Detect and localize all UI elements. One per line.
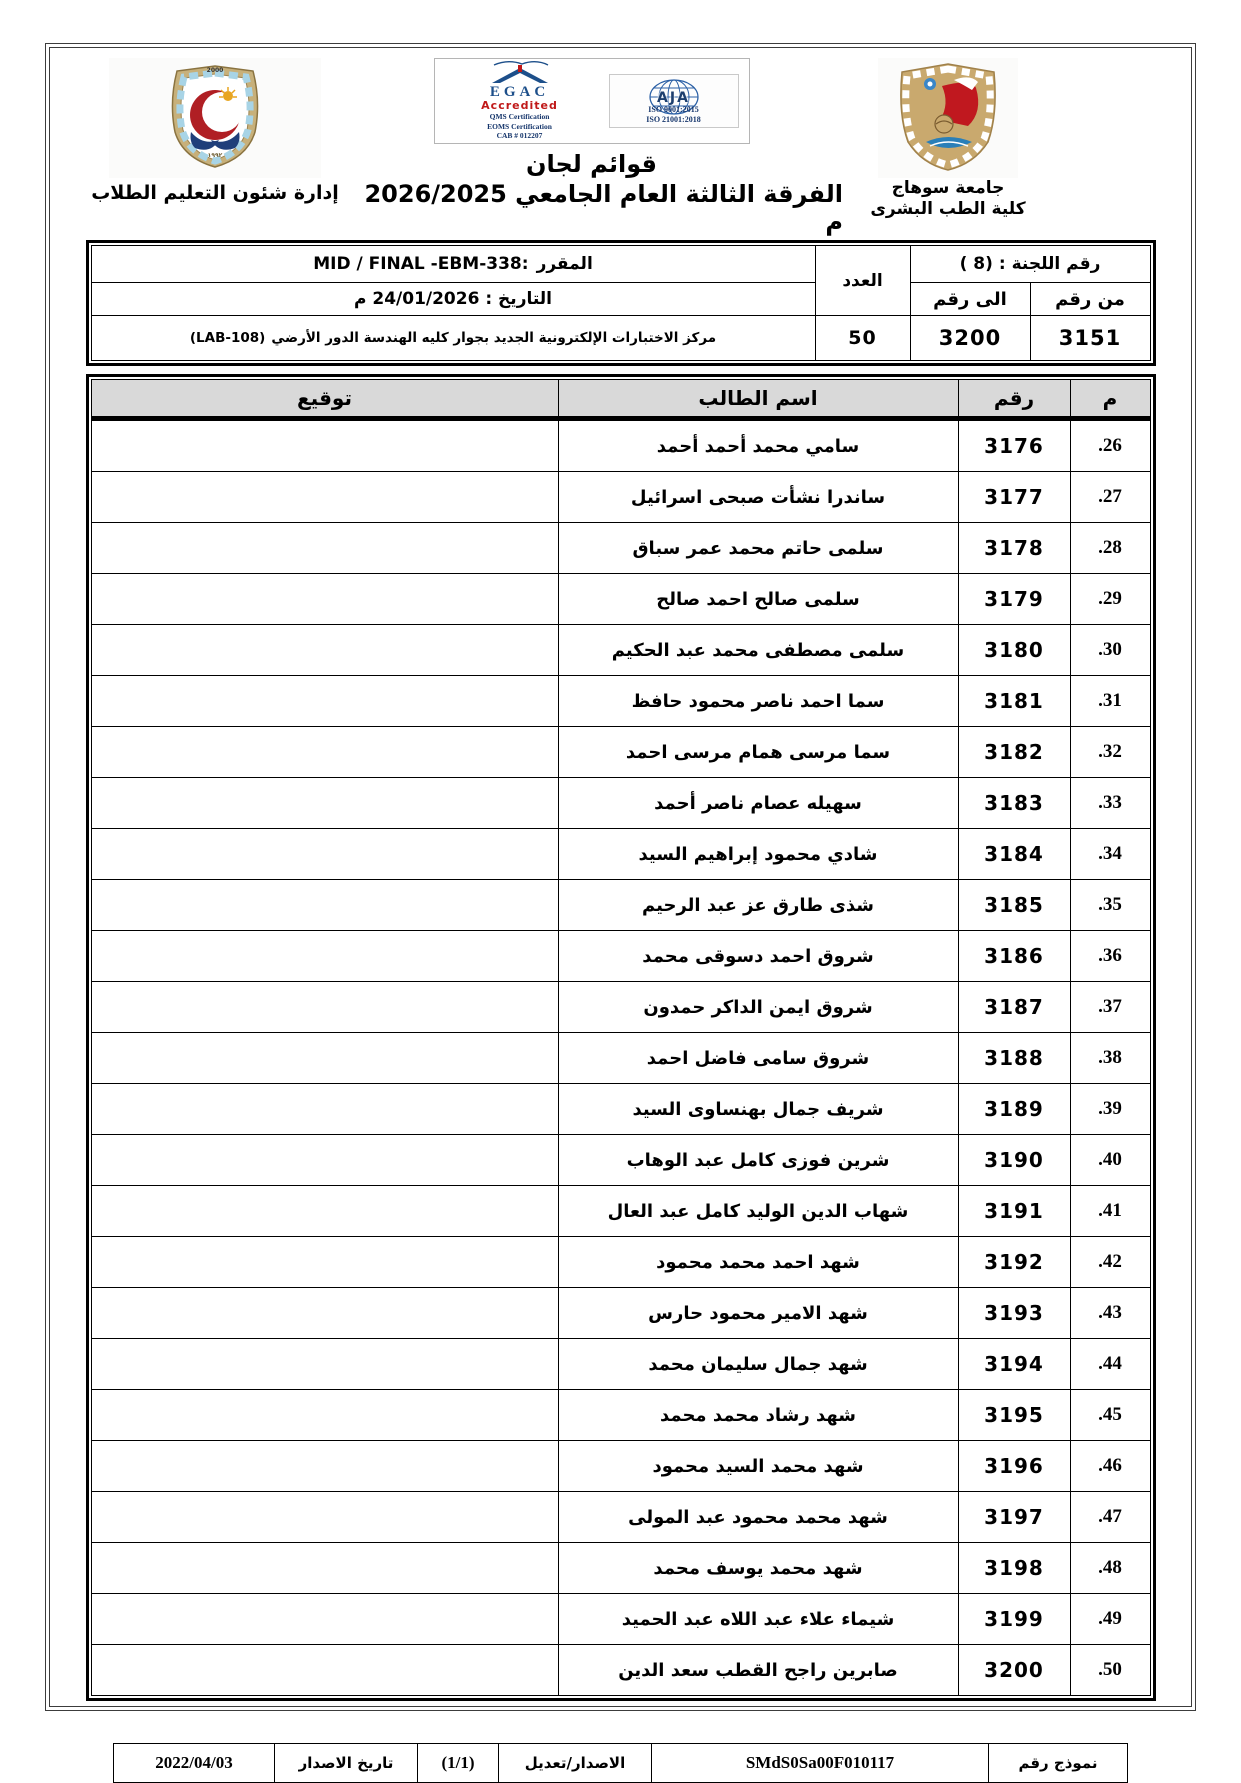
row-signature-cell — [91, 829, 558, 880]
student-table-body — [91, 419, 1150, 1696]
row-index-cell: .38 — [1070, 1033, 1150, 1084]
row-index-cell: .47 — [1070, 1492, 1150, 1543]
table-row — [91, 676, 1150, 727]
row-signature-cell — [91, 523, 558, 574]
row-number-cell: 3184 — [958, 829, 1070, 880]
row-name-cell: شيماء علاء عبد اللاه عبد الحميد — [558, 1594, 958, 1645]
egac-cert-line: CAB # 012207 — [496, 131, 543, 141]
col-header-number: رقم — [958, 380, 1070, 419]
row-number-cell: 3200 — [958, 1645, 1070, 1696]
row-number-cell: 3198 — [958, 1543, 1070, 1594]
row-name-cell: شروق ايمن الداكر حمدون — [558, 982, 958, 1033]
table-row — [91, 472, 1150, 523]
row-index-cell: .39 — [1070, 1084, 1150, 1135]
table-row — [91, 1186, 1150, 1237]
row-index-cell: .31 — [1070, 676, 1150, 727]
row-index-cell: .33 — [1070, 778, 1150, 829]
row-number-cell: 3193 — [958, 1288, 1070, 1339]
row-index-cell: .27 — [1070, 472, 1150, 523]
row-signature-cell — [91, 1135, 558, 1186]
row-signature-cell — [91, 1186, 558, 1237]
row-name-cell: شريف جمال بهنساوى السيد — [558, 1084, 958, 1135]
table-row — [91, 727, 1150, 778]
row-number-cell: 3183 — [958, 778, 1070, 829]
egac-logo — [445, 61, 595, 140]
row-index-cell: .44 — [1070, 1339, 1150, 1390]
university-name: جامعة سوهاج — [891, 178, 1005, 198]
form-number-label: نموذج رقم — [989, 1744, 1128, 1783]
row-name-cell: شادي محمود إبراهيم السيد — [558, 829, 958, 880]
document-header — [50, 48, 1191, 236]
row-number-cell: 3195 — [958, 1390, 1070, 1441]
row-signature-cell — [91, 419, 558, 472]
row-index-cell: .43 — [1070, 1288, 1150, 1339]
row-name-cell: شهاب الدين الوليد كامل عبد العال — [558, 1186, 958, 1237]
table-row — [91, 1492, 1150, 1543]
row-index-cell: .46 — [1070, 1441, 1150, 1492]
to-number-value: 3200 — [910, 316, 1030, 361]
aja-name: AJA — [657, 89, 690, 106]
row-signature-cell — [91, 1594, 558, 1645]
version-value: (1/1) — [418, 1744, 499, 1783]
row-name-cell: ساندرا نشأت صبحى اسرائيل — [558, 472, 958, 523]
row-index-cell: .36 — [1070, 931, 1150, 982]
row-name-cell: شذى طارق عز عبد الرحيم — [558, 880, 958, 931]
student-affairs-label: إدارة شئون التعليم الطلاب — [91, 182, 339, 204]
table-row — [91, 1645, 1150, 1696]
col-header-name: اسم الطالب — [558, 380, 958, 419]
col-header-signature: توقيع — [91, 380, 558, 419]
exam-info-table-wrap — [86, 240, 1156, 366]
row-signature-cell — [91, 1237, 558, 1288]
row-number-cell: 3176 — [958, 419, 1070, 472]
aja-iso-line: ISO 21001:2018 — [646, 115, 701, 124]
row-index-cell: .34 — [1070, 829, 1150, 880]
row-name-cell: سلمى حاتم محمد عمر سباق — [558, 523, 958, 574]
certification-logos — [434, 58, 750, 144]
table-row — [91, 419, 1150, 472]
egac-roof-icon — [488, 61, 552, 85]
row-number-cell: 3189 — [958, 1084, 1070, 1135]
row-signature-cell — [91, 982, 558, 1033]
table-row — [91, 829, 1150, 880]
row-name-cell: شروق سامى فاضل احمد — [558, 1033, 958, 1084]
issue-date-value: 2022/04/03 — [114, 1744, 275, 1783]
row-name-cell: شهد جمال سليمان محمد — [558, 1339, 958, 1390]
row-signature-cell — [91, 1390, 558, 1441]
row-signature-cell — [91, 880, 558, 931]
row-number-cell: 3179 — [958, 574, 1070, 625]
table-row — [91, 982, 1150, 1033]
table-row — [91, 1033, 1150, 1084]
row-index-cell: .35 — [1070, 880, 1150, 931]
aja-logo — [609, 74, 739, 129]
course-cell — [91, 246, 815, 283]
col-header-index: م — [1070, 380, 1150, 419]
student-table — [91, 379, 1151, 1696]
row-name-cell: شهد الامير محمود حارس — [558, 1288, 958, 1339]
to-number-label: الى رقم — [910, 283, 1030, 316]
table-row — [91, 625, 1150, 676]
document-subtitle: الفرقة الثالثة العام الجامعي 2026/2025 م — [364, 180, 843, 236]
table-row — [91, 523, 1150, 574]
row-index-cell: .40 — [1070, 1135, 1150, 1186]
row-name-cell: سلمى مصطفى محمد عبد الحكيم — [558, 625, 958, 676]
aja-iso-line: ISO 9001:2015 — [648, 104, 699, 114]
row-signature-cell — [91, 676, 558, 727]
count-value: 50 — [815, 316, 910, 361]
table-row — [91, 778, 1150, 829]
row-signature-cell — [91, 1033, 558, 1084]
table-row — [91, 1594, 1150, 1645]
row-index-cell: .50 — [1070, 1645, 1150, 1696]
row-signature-cell — [91, 931, 558, 982]
table-row — [91, 931, 1150, 982]
table-row — [91, 880, 1150, 931]
row-number-cell: 3192 — [958, 1237, 1070, 1288]
row-number-cell: 3178 — [958, 523, 1070, 574]
row-number-cell: 3181 — [958, 676, 1070, 727]
row-name-cell: شهد رشاد محمد محمد — [558, 1390, 958, 1441]
faculty-logo-block — [90, 58, 340, 204]
faculty-of-medicine-logo-icon — [109, 58, 321, 178]
row-number-cell: 3185 — [958, 880, 1070, 931]
row-name-cell: شهد محمد يوسف محمد — [558, 1543, 958, 1594]
row-name-cell: شهد محمد السيد محمود — [558, 1441, 958, 1492]
faculty-name: كلية الطب البشرى — [870, 199, 1026, 220]
row-name-cell: سامي محمد أحمد أحمد — [558, 419, 958, 472]
table-row — [91, 574, 1150, 625]
row-number-cell: 3197 — [958, 1492, 1070, 1543]
table-row — [91, 1339, 1150, 1390]
row-signature-cell — [91, 778, 558, 829]
page-border-frame — [49, 47, 1192, 1772]
table-row — [91, 1084, 1150, 1135]
row-index-cell: .30 — [1070, 625, 1150, 676]
form-code: SMdS0Sa00F010117 — [652, 1744, 989, 1783]
row-number-cell: 3182 — [958, 727, 1070, 778]
svg-text:١٩٩٢: ١٩٩٢ — [207, 152, 223, 159]
row-name-cell: سهيله عصام ناصر أحمد — [558, 778, 958, 829]
row-number-cell: 3188 — [958, 1033, 1070, 1084]
row-name-cell: سما احمد ناصر محمود حافظ — [558, 676, 958, 727]
row-index-cell: .41 — [1070, 1186, 1150, 1237]
exam-location-cell — [91, 316, 815, 361]
row-number-cell: 3196 — [958, 1441, 1070, 1492]
row-number-cell: 3190 — [958, 1135, 1070, 1186]
row-signature-cell — [91, 1339, 558, 1390]
row-signature-cell — [91, 625, 558, 676]
row-number-cell: 3199 — [958, 1594, 1070, 1645]
row-name-cell: سما مرسى همام مرسى احمد — [558, 727, 958, 778]
version-label: الاصدار/تعديل — [499, 1744, 652, 1783]
committee-label: رقم اللجنة : — [998, 254, 1101, 274]
row-index-cell: .26 — [1070, 419, 1150, 472]
course-code: MID / FINAL -EBM-338: — [313, 254, 529, 274]
row-signature-cell — [91, 727, 558, 778]
from-number-label: من رقم — [1030, 283, 1150, 316]
university-logo-block — [843, 58, 1053, 221]
exam-info-table — [91, 245, 1151, 361]
committee-value: ( 8) — [959, 254, 993, 274]
row-index-cell: .42 — [1070, 1237, 1150, 1288]
row-index-cell: .48 — [1070, 1543, 1150, 1594]
row-number-cell: 3180 — [958, 625, 1070, 676]
count-header-cell: العدد — [815, 246, 910, 316]
egac-cert-line: QMS Certification — [489, 112, 550, 122]
row-name-cell: شرين فوزى كامل عبد الوهاب — [558, 1135, 958, 1186]
document-title: قوائم لجان — [526, 150, 657, 178]
row-name-cell: شهد احمد محمد محمود — [558, 1237, 958, 1288]
student-table-wrap — [86, 374, 1156, 1701]
row-signature-cell — [91, 1492, 558, 1543]
row-index-cell: .37 — [1070, 982, 1150, 1033]
table-row — [91, 1288, 1150, 1339]
row-name-cell: شروق احمد دسوقى محمد — [558, 931, 958, 982]
egac-cert-line: EOMS Certification — [487, 121, 552, 131]
row-number-cell: 3177 — [958, 472, 1070, 523]
svg-text:2000: 2000 — [206, 67, 224, 74]
row-index-cell: .32 — [1070, 727, 1150, 778]
location-lab-code: (LAB-108) — [189, 330, 266, 346]
row-signature-cell — [91, 1288, 558, 1339]
course-label: المقرر — [536, 254, 593, 274]
row-signature-cell — [91, 574, 558, 625]
row-number-cell: 3191 — [958, 1186, 1070, 1237]
row-name-cell: سلمى صالح احمد صالح — [558, 574, 958, 625]
table-row — [91, 1390, 1150, 1441]
egac-accredited-label: Accredited — [481, 99, 558, 113]
row-name-cell: صابرين راجح القطب سعد الدين — [558, 1645, 958, 1696]
row-signature-cell — [91, 472, 558, 523]
row-index-cell: .28 — [1070, 523, 1150, 574]
committee-number-cell — [910, 246, 1150, 283]
form-footer-table — [113, 1743, 1128, 1783]
row-number-cell: 3187 — [958, 982, 1070, 1033]
location-text: مركز الاختبارات الإلكترونية الجديد بجوار كليه الهندسة الدور الأرضي — [271, 330, 717, 346]
egac-name: EGAC — [489, 84, 550, 101]
row-index-cell: .45 — [1070, 1390, 1150, 1441]
table-row — [91, 1543, 1150, 1594]
row-index-cell: .29 — [1070, 574, 1150, 625]
issue-date-label: تاريخ الاصدار — [275, 1744, 418, 1783]
from-number-value: 3151 — [1030, 316, 1150, 361]
table-row — [91, 1135, 1150, 1186]
row-signature-cell — [91, 1645, 558, 1696]
sohag-university-logo-icon — [878, 58, 1018, 178]
row-signature-cell — [91, 1441, 558, 1492]
row-number-cell: 3186 — [958, 931, 1070, 982]
exam-date-cell: التاريخ : 24/01/2026 م — [91, 283, 815, 316]
table-row — [91, 1237, 1150, 1288]
table-header-row — [91, 380, 1150, 419]
header-center — [340, 58, 843, 236]
row-signature-cell — [91, 1084, 558, 1135]
row-name-cell: شهد محمد محمود عبد المولى — [558, 1492, 958, 1543]
row-number-cell: 3194 — [958, 1339, 1070, 1390]
row-index-cell: .49 — [1070, 1594, 1150, 1645]
row-signature-cell — [91, 1543, 558, 1594]
table-row — [91, 1441, 1150, 1492]
